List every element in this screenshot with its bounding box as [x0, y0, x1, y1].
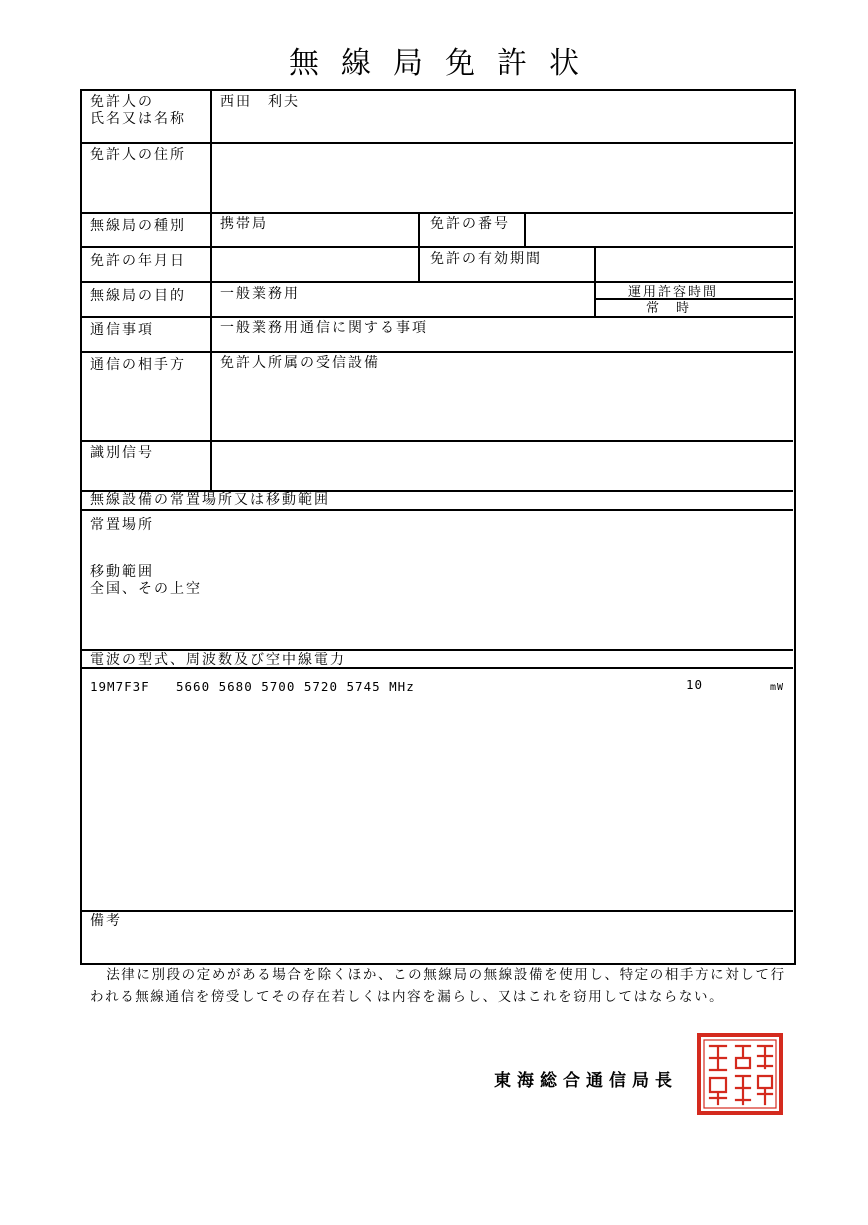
call-sign-label: 識別信号	[90, 445, 154, 461]
document-title: 無線局免許状	[289, 46, 601, 81]
address-label: 免許人の住所	[90, 147, 186, 163]
communication-matters-value: 一般業務用通信に関する事項	[220, 320, 428, 336]
mobile-range-label: 移動範囲	[90, 564, 154, 580]
station-type-label: 無線局の種別	[90, 218, 186, 234]
operating-hours-value: 常 時	[646, 301, 692, 316]
mobile-range-value: 全国、その上空	[90, 581, 202, 597]
license-number-label: 免許の番号	[430, 216, 510, 232]
purpose-value: 一般業務用	[220, 286, 300, 302]
fixed-location-label: 常置場所	[90, 517, 154, 533]
remarks-label: 備考	[90, 913, 122, 929]
power-unit: mW	[770, 682, 785, 693]
emission-section-label: 電波の型式、周波数及び空中線電力	[90, 652, 346, 668]
communication-matters-label: 通信事項	[90, 322, 154, 338]
issuer-name: 東海総合通信局長	[494, 1071, 678, 1091]
purpose-label: 無線局の目的	[90, 288, 186, 304]
power-value: 10	[686, 677, 704, 692]
emission-type: 19M7F3F	[90, 679, 150, 694]
license-date-label: 免許の年月日	[90, 253, 186, 269]
counterpart-label: 通信の相手方	[90, 357, 186, 373]
station-type-value: 携帯局	[220, 216, 268, 232]
official-seal-icon	[696, 1032, 784, 1116]
validity-label: 免許の有効期間	[430, 251, 542, 267]
legal-notice: 法律に別段の定めがある場合を除くほか、この無線局の無線設備を使用し、特定の相手方に対して行われる無線通信を傍受してその存在若しくは内容を漏らし、又はこれを窃用してはならない。	[90, 967, 786, 1005]
licensee-label: 免許人の 氏名又は名称	[90, 94, 186, 127]
counterpart-value: 免許人所属の受信設備	[220, 355, 380, 371]
operating-hours-label: 運用許容時間	[628, 285, 719, 300]
location-section-label: 無線設備の常置場所又は移動範囲	[90, 492, 330, 508]
frequencies: 5660 5680 5700 5720 5745 MHz	[176, 679, 415, 694]
licensee-value: 西田 利夫	[220, 94, 300, 110]
